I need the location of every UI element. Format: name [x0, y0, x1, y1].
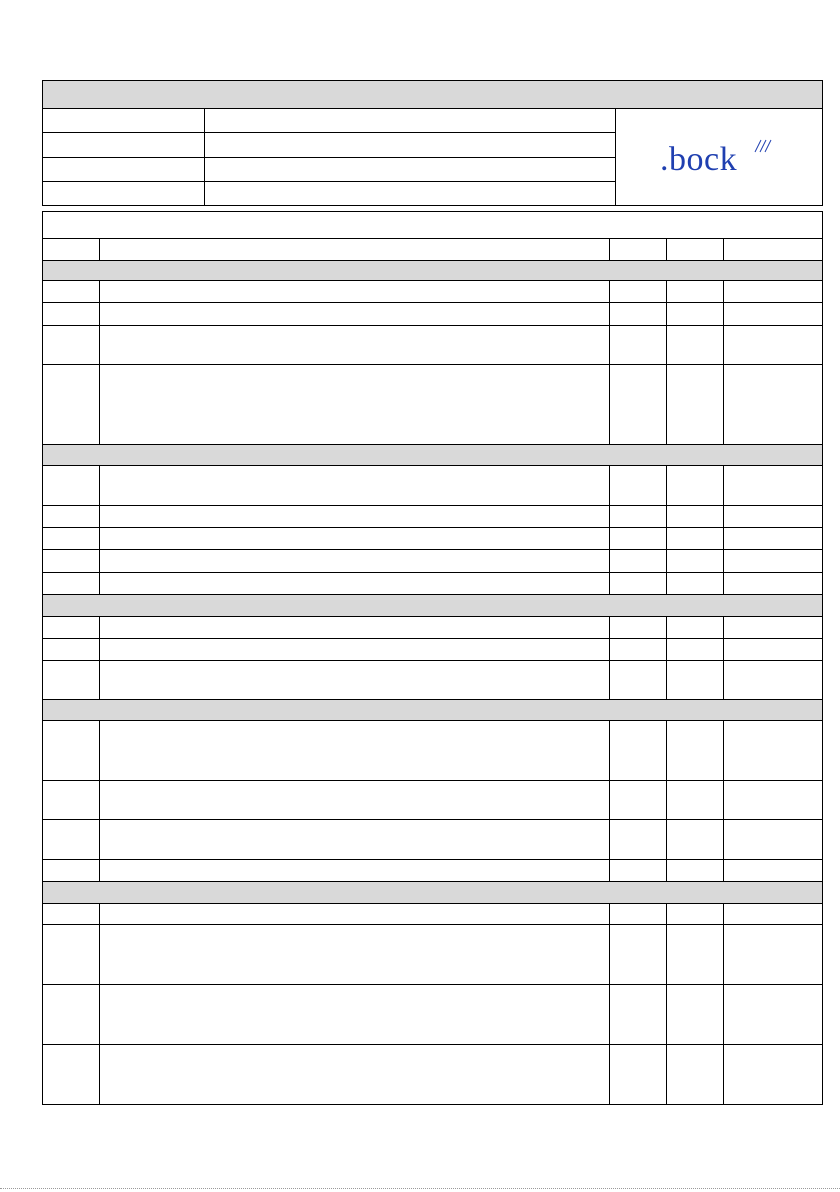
section-top-border	[42, 260, 823, 261]
section-title-bottom-border	[42, 280, 823, 281]
column-separator	[723, 903, 724, 924]
section-title-bottom-border	[42, 903, 823, 904]
header-title-bar	[42, 80, 822, 108]
column-separator	[609, 638, 610, 660]
table-right-border	[822, 211, 823, 1105]
column-separator	[609, 616, 610, 638]
section-title-bottom-border	[42, 720, 823, 721]
column-separator	[609, 302, 610, 325]
column-separator	[723, 280, 724, 302]
column-separator	[666, 549, 667, 572]
table-row-border	[42, 819, 823, 820]
column-separator	[666, 280, 667, 302]
column-separator	[609, 527, 610, 549]
column-separator	[666, 238, 667, 260]
column-separator	[99, 549, 100, 572]
column-separator	[99, 527, 100, 549]
table-title-bottom-border	[42, 238, 823, 239]
column-separator	[609, 720, 610, 780]
column-separator	[99, 1044, 100, 1104]
section-header-bar	[43, 882, 822, 903]
section-top-border	[42, 881, 823, 882]
table-row-border	[42, 325, 823, 326]
column-separator	[666, 638, 667, 660]
column-separator	[609, 903, 610, 924]
column-separator	[723, 572, 724, 594]
column-separator	[666, 924, 667, 984]
column-separator	[99, 505, 100, 527]
column-separator	[666, 819, 667, 859]
column-separator	[723, 819, 724, 859]
column-separator	[723, 859, 724, 881]
column-separator	[99, 819, 100, 859]
column-separator	[609, 572, 610, 594]
column-separator	[723, 1044, 724, 1104]
column-separator	[99, 364, 100, 444]
column-separator	[666, 984, 667, 1044]
column-separator	[99, 616, 100, 638]
section-top-border	[42, 594, 823, 595]
column-separator	[723, 465, 724, 505]
column-separator	[723, 505, 724, 527]
column-separator	[723, 549, 724, 572]
column-separator	[666, 616, 667, 638]
column-separator	[723, 660, 724, 699]
column-separator	[609, 859, 610, 881]
column-separator	[666, 325, 667, 364]
column-separator	[609, 280, 610, 302]
column-separator	[609, 505, 610, 527]
column-separator	[609, 1044, 610, 1104]
table-row-border	[42, 527, 823, 528]
column-separator	[99, 859, 100, 881]
column-separator	[99, 984, 100, 1044]
column-separator	[99, 638, 100, 660]
column-separator	[723, 924, 724, 984]
column-separator	[99, 924, 100, 984]
logo-text: .bock	[660, 141, 738, 178]
column-separator	[666, 660, 667, 699]
logo-slash-marks-icon	[752, 138, 776, 154]
column-separator	[609, 819, 610, 859]
section-header-bar	[43, 445, 822, 465]
column-separator	[723, 638, 724, 660]
column-separator	[609, 549, 610, 572]
section-header-bar	[43, 595, 822, 616]
column-separator	[666, 1044, 667, 1104]
column-separator	[666, 572, 667, 594]
column-separator	[723, 527, 724, 549]
column-separator	[609, 238, 610, 260]
section-header-bar	[43, 261, 822, 280]
column-separator	[99, 302, 100, 325]
column-separator	[99, 660, 100, 699]
column-separator	[723, 720, 724, 780]
table-row-border	[42, 1104, 823, 1105]
column-separator	[666, 780, 667, 819]
column-separator	[666, 527, 667, 549]
column-separator	[609, 984, 610, 1044]
column-separator	[99, 720, 100, 780]
column-separator	[723, 780, 724, 819]
column-separator	[723, 302, 724, 325]
section-top-border	[42, 444, 823, 445]
column-separator	[666, 364, 667, 444]
table-row-border	[42, 1044, 823, 1045]
table-row-border	[42, 302, 823, 303]
column-separator	[666, 859, 667, 881]
column-separator	[609, 465, 610, 505]
column-separator	[723, 616, 724, 638]
table-row-border	[42, 780, 823, 781]
section-header-bar	[43, 700, 822, 720]
column-separator	[99, 780, 100, 819]
section-title-bottom-border	[42, 465, 823, 466]
table-row-border	[42, 984, 823, 985]
column-separator	[666, 720, 667, 780]
column-separator	[609, 780, 610, 819]
column-separator	[99, 238, 100, 260]
table-row-border	[42, 638, 823, 639]
column-separator	[609, 364, 610, 444]
column-separator	[723, 984, 724, 1044]
column-separator	[723, 238, 724, 260]
column-separator	[723, 325, 724, 364]
column-separator	[99, 325, 100, 364]
table-row-border	[42, 364, 823, 365]
column-separator	[99, 572, 100, 594]
column-separator	[666, 903, 667, 924]
column-separator	[666, 302, 667, 325]
column-separator	[666, 465, 667, 505]
column-separator	[723, 364, 724, 444]
column-separator	[666, 505, 667, 527]
table-row-border	[42, 549, 823, 550]
page-bottom-edge	[0, 1188, 840, 1190]
table-row-border	[42, 572, 823, 573]
column-separator	[609, 325, 610, 364]
table-left-border	[42, 211, 43, 1105]
column-separator	[99, 280, 100, 302]
table-top-border	[42, 211, 823, 212]
section-top-border	[42, 699, 823, 700]
table-row-border	[42, 924, 823, 925]
column-separator	[99, 903, 100, 924]
section-title-bottom-border	[42, 616, 823, 617]
table-row-border	[42, 859, 823, 860]
column-separator	[609, 660, 610, 699]
column-separator	[99, 465, 100, 505]
table-row-border	[42, 660, 823, 661]
column-separator	[609, 924, 610, 984]
table-row-border	[42, 505, 823, 506]
